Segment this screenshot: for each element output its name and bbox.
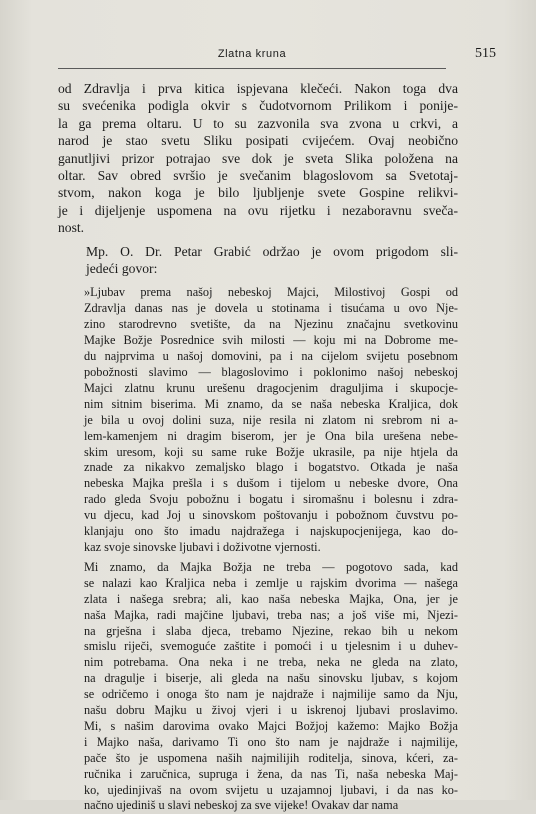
text-line: »Ljubav prema našoj nebeskoj Majci, Milostivoj Gospi od [84,285,458,300]
text-line: od Zdravlja i prva kitica ispjevana klečeći. Nakon toga dva [58,81,458,96]
paragraph-ceremony [58,80,458,237]
text-line: pače što je uspomena naših najmilijih roditelja, sinova, kćeri, za- [84,750,458,765]
running-title: Zlatna kruna [217,48,287,60]
text-line: Zdravlja danas nas je dovela u stotinama i tisućama u ovo Nje- [84,301,458,316]
text-line: nebeska Majka prešla i s dušom i tijelom u nebeske dvore, Ona [84,476,458,491]
text-line: ručnika i zaručnica, supruga i žena, da nas Ti, naša nebeska Maj- [84,766,458,781]
text-line: načno ujediniš u slavi nebeskoj za sve vijeke! Ovakav dar nama [84,798,399,813]
page-number: 515 [475,46,496,61]
text-line: nost. [58,220,85,236]
text-line: kaz svoje sinovske ljubavi i doživotne vjernosti. [84,539,321,554]
text-line: zino starodrevno svetište, da na Njezinu značajnu svetkovinu [84,317,458,332]
text-line: se nalazi kao Kraljica neba i zemlje u rajskim dvorima — našega [84,575,458,590]
text-line: klanjaju ono što imadu najdražega i najskupocjenijega, kao do- [84,524,458,539]
text-line: na grješna i slaba djeca, trebamo Njezine, rekao bih u nekom [84,623,458,638]
text-line: la ga prema oltaru. U to su zazvonila sva zvona u crkvi, a [58,115,458,131]
text-line: nim sitnim biserima. Mi znamo, da se naša nebeska Kraljica, dok [84,396,458,411]
text-line: je bila u ovoj dolini suza, nije resila ni zlatom ni srebrom ni a- [84,412,458,427]
text-line: Mp. O. Dr. Petar Grabić održao je ovom prigodom sli- [86,243,458,259]
text-line: skim uresom, koji su same ruke Božje ukrasile, pa nije htjela da [84,444,458,459]
text-line: naša Majka, radi majčine ljubavi, treba nas; a još više mi, Njezi- [84,607,458,622]
text-line: du najprvima u našoj domovini, pa i na cijelom svijetu posebnom [84,349,458,364]
header-rule [58,68,446,69]
text-line: našu dobru Majku u živoj vjeri i u iskrenoj ljubavi proslavimo. [84,703,458,718]
text-line: ko, ujedinjivaš na ovom svijetu u uzajamnoj ljubavi, i da nas ko- [84,782,458,797]
text-line: lem-kamenjem ni dragim biserom, jer je Ona bila urešena nebe- [84,428,458,443]
page-header [58,46,496,66]
text-line: oltar. Sav obred svršio je svečanim blagoslovom sa Svetotaj- [58,168,458,184]
text-line: smislu riječi, svemoguće zaštite i pomoći i u tjelesnim i u duhev- [84,639,458,654]
speech-paragraph-1 [58,285,458,555]
text-line: zlata i našega srebra; ali, kao naša nebeska Majka, Ona, jer je [84,591,458,606]
text-line: Mi, s našim darovima ovako Majci Božjoj kažemo: Majko Božja [84,718,458,733]
text-line: su svećenika podigla okvir s čudotvornom Prilikom i ponije- [58,98,458,114]
text-line: se odričemo i onoga što nam je najdraže i najmilije samo da Nju, [84,687,458,702]
text-line: ganutljivi prizor potrajao sve dok je sveta Slika položena na [58,150,458,166]
text-line: je i dijeljenje uspomena na ovu rijetku i nezaboravnu sveča- [58,202,458,218]
text-line: pobožnosti slavimo — blagoslovimo i poklonimo našoj nebeskoj [84,365,458,379]
text-line: nim potrebama. Ona neka i ne treba, neka ne gleda na zlato, [84,655,458,670]
body-text [58,80,458,814]
text-line: Mi znamo, da Majka Božja ne treba — pogotovo sada, kad [84,559,458,574]
text-line: vu djecu, kad Joj u sinovskom poštovanju i pobožnom čuvstvu po- [84,508,458,523]
text-line: i Majko naša, darivamo Ti ono što nam je najdraže i najmilije, [84,734,458,749]
text-line: Majke Božje Posrednice svih milosti — koju mi na Dobrome me- [84,333,458,348]
text-line: na dragulje i biserje, ali gleda na našu sinovsku ljubav, s kojom [84,671,458,686]
text-line: stvom, nakon koga je bilo ljubljenje svete Gospine relikvi- [58,185,458,201]
text-line: narod je stao svetu Sliku posipati cvijećem. Ovaj neobično [58,133,458,149]
text-line: rado gleda Svoju pobožnu i bogatu i siromašnu i bolesnu i zdra- [84,492,458,507]
text-line: Majci zlatnu krunu urešenu dragocjenim draguljima i skupocje- [84,380,458,395]
text-line: jedeći govor: [86,261,158,277]
text-line: znade za nikakvo zemaljsko blago i bogatstvo. Otkada je naša [84,460,458,475]
paragraph-speech-intro [58,243,458,278]
speech-paragraph-2 [58,560,458,814]
